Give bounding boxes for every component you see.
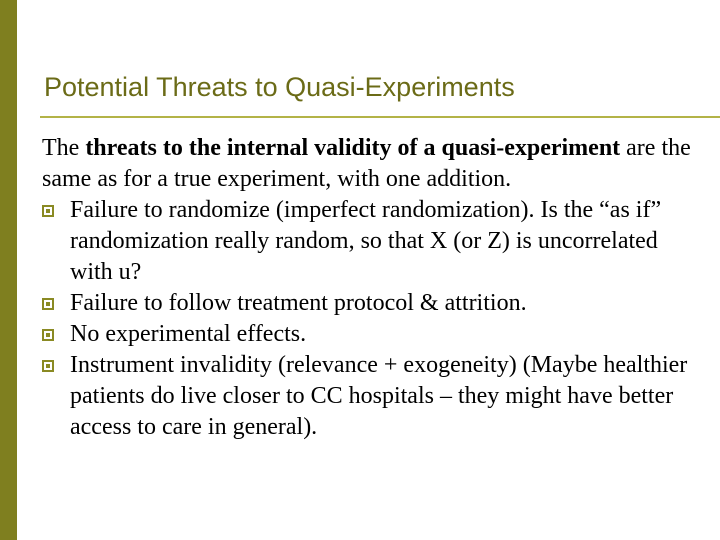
square-bullet-icon <box>42 298 54 310</box>
list-item <box>42 195 702 288</box>
list-item <box>42 319 702 350</box>
intro-text-pre: The <box>42 135 86 161</box>
slide-title: Potential Threats to Quasi-Experiments <box>44 72 515 102</box>
intro-text-bold: threats to the internal validity of a quasi-experiment <box>85 135 621 161</box>
list-item <box>42 288 702 319</box>
title-divider <box>40 116 720 118</box>
bullet-text: Failure to randomize (imperfect randomization). Is the “as if” randomization really random, so that X (or Z) is uncorrelated with u? <box>70 197 662 285</box>
list-item <box>42 350 702 443</box>
square-bullet-icon <box>42 205 54 217</box>
bullet-text: No experimental effects. <box>70 321 307 347</box>
slide-body <box>42 133 702 443</box>
intro-paragraph <box>42 133 702 195</box>
square-bullet-icon <box>42 360 54 372</box>
threat-list <box>42 195 702 443</box>
bullet-text: Instrument invalidity (relevance + exogeneity) (Maybe healthier patients do live closer to CC hospitals – they might have better access to care in general). <box>70 352 688 440</box>
square-bullet-icon <box>42 329 54 341</box>
slide-sidebar-bar <box>0 0 17 540</box>
intro-text-post: are the same as for a true experiment, with one addition. <box>42 135 691 192</box>
bullet-text: Failure to follow treatment protocol & attrition. <box>70 290 527 316</box>
